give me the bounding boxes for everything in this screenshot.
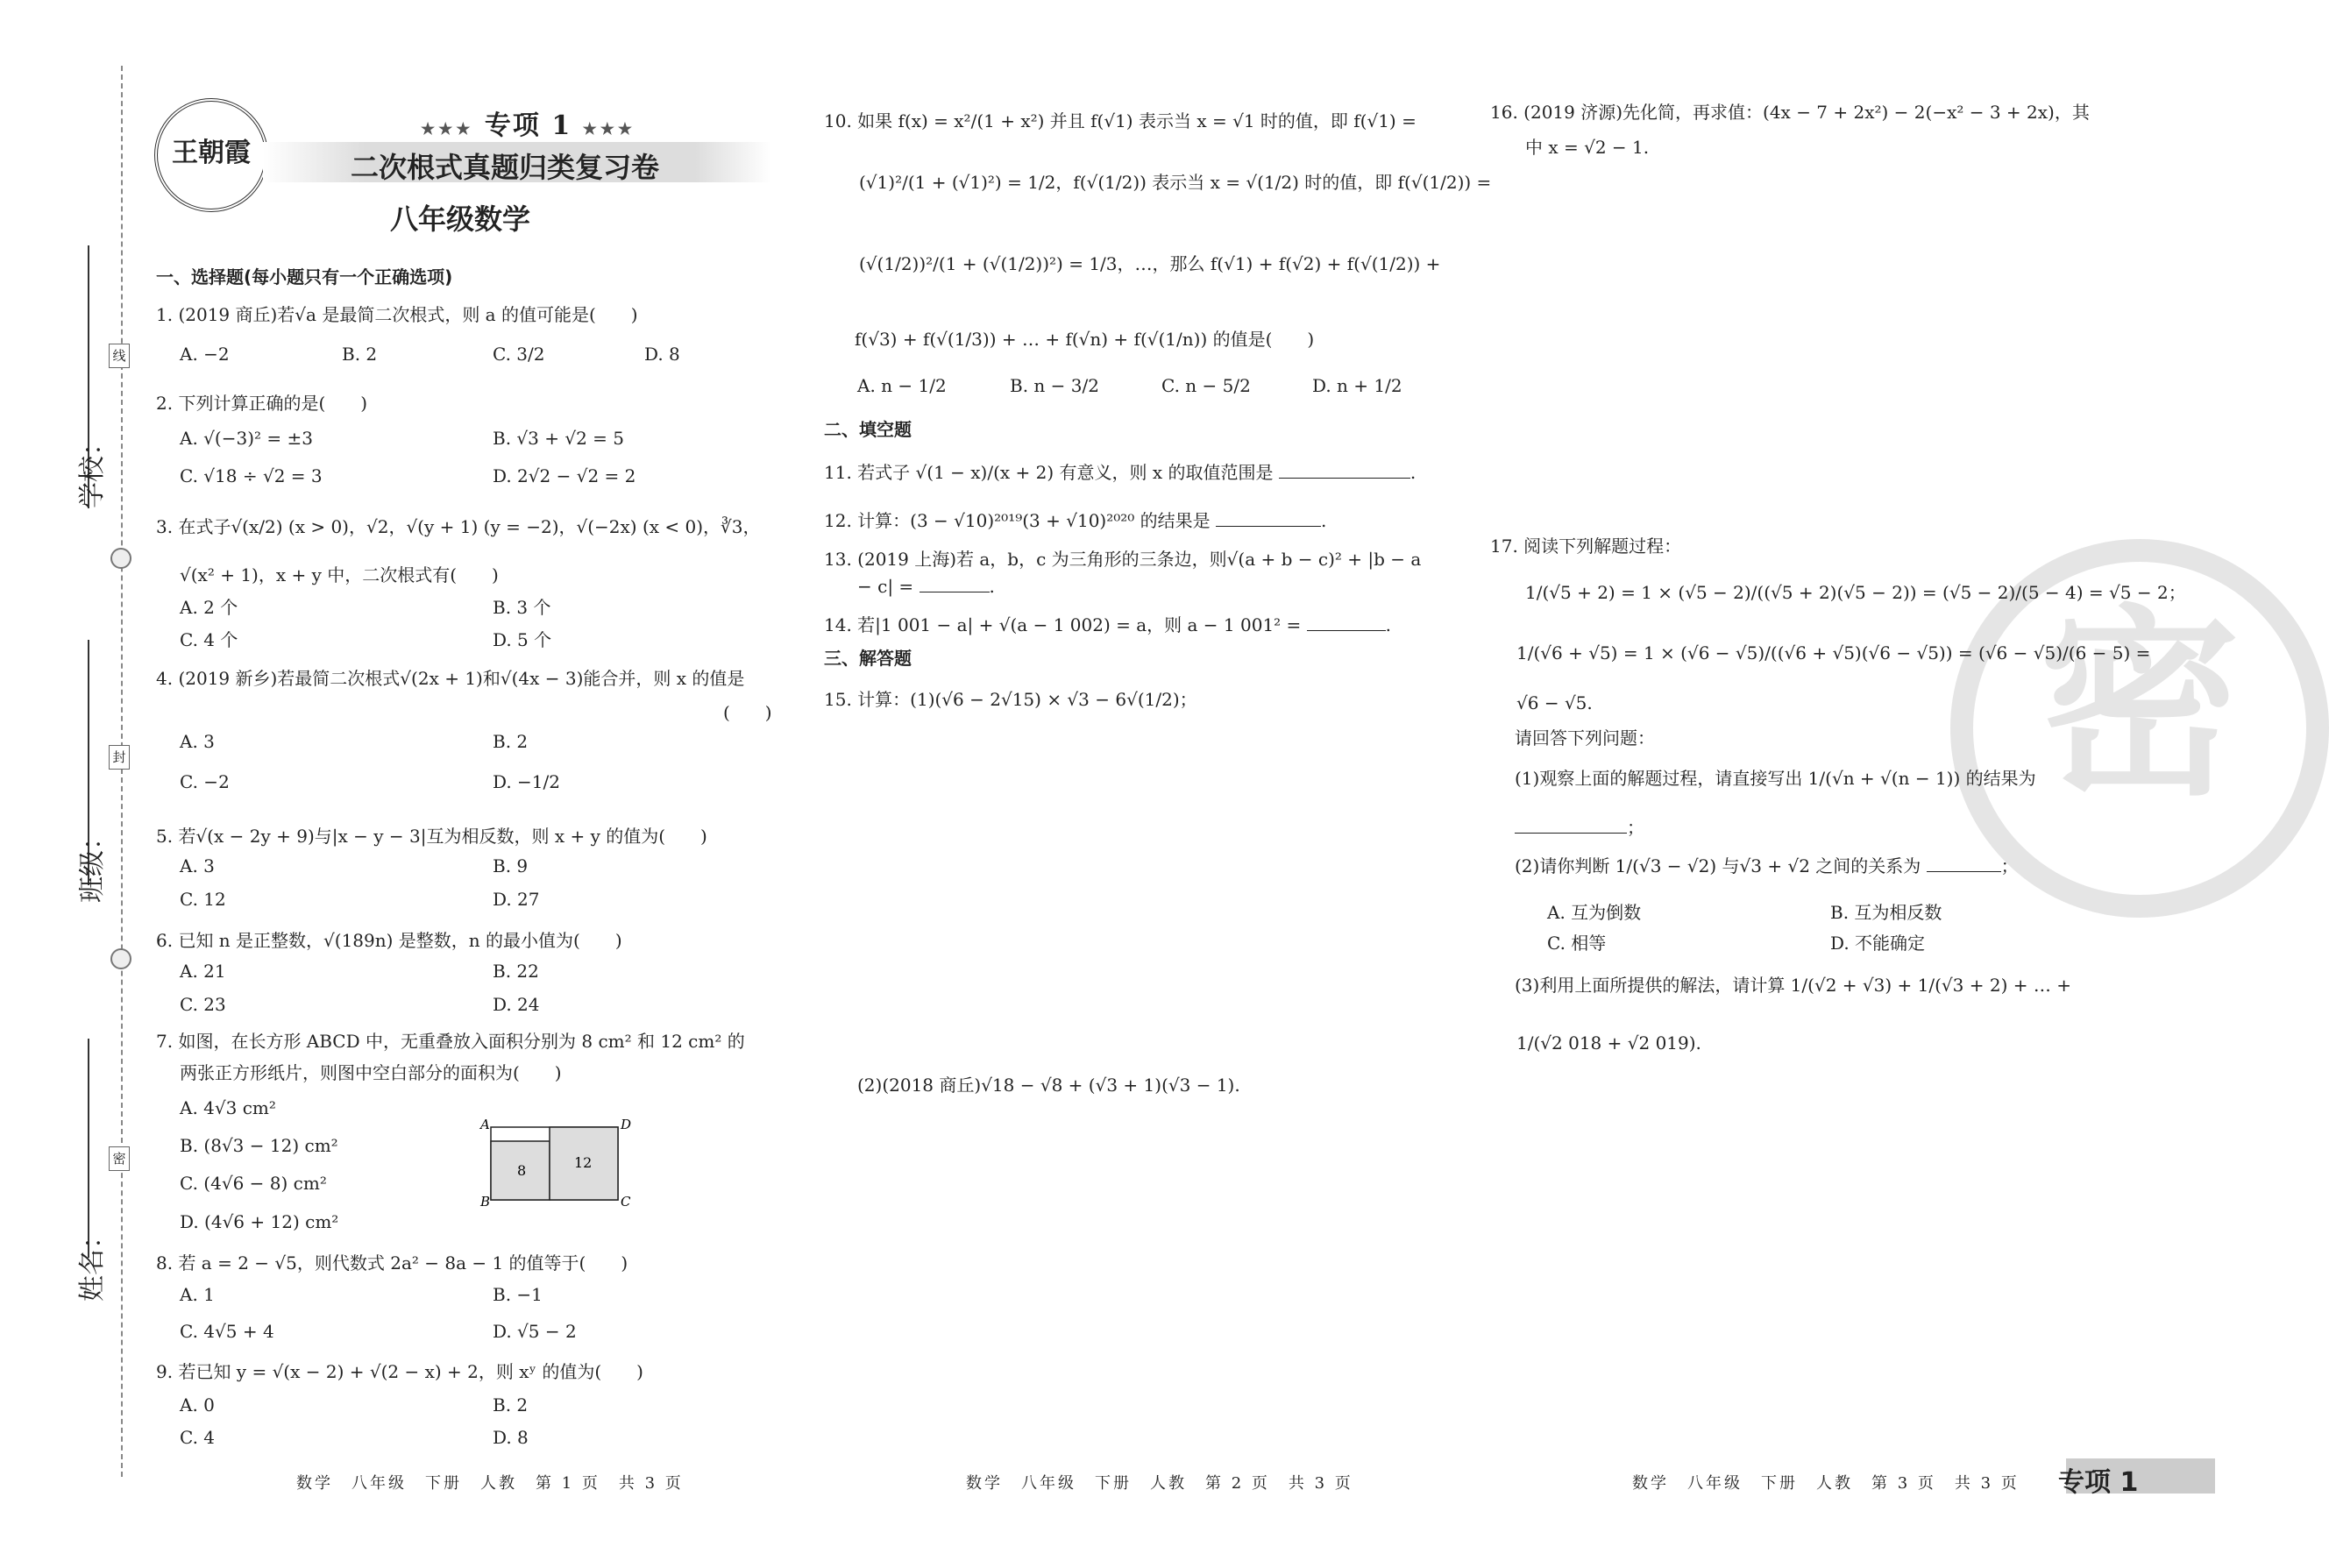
class-label: 班级：	[77, 824, 108, 903]
option: B. −1	[493, 1284, 543, 1305]
question-17-step2: 1/(√6 + √5) = 1 × (√6 − √5)/((√6 + √5)(√6 − √5)) = (√6 − √5)/(6 − 5) =	[1516, 642, 2151, 663]
binding-clip-icon	[110, 548, 131, 569]
answer-blank[interactable]	[920, 576, 990, 592]
page-footer-1: 数学 八年级 下册 人教 第 1 页 共 3 页	[296, 1474, 684, 1493]
option: C. n − 5/2	[1161, 375, 1251, 396]
question-16: 16. (2019 济源)先化简，再求值：(4x − 7 + 2x²) − 2(−x² − 3 + 2x)，其	[1490, 102, 2090, 123]
option: A. −2	[180, 344, 230, 365]
name-label: 姓名：	[77, 1223, 108, 1302]
question-17-part3: (3)利用上面所提供的解法，请计算 1/(√2 + √3) + 1/(√3 + 2) + … +	[1515, 975, 2071, 996]
binding-strip	[0, 61, 131, 1481]
option: A. 互为倒数	[1547, 902, 1642, 923]
option: B. 9	[493, 855, 529, 876]
answer-paren: ( )	[723, 702, 772, 723]
question-17-part3-cont: 1/(√2 018 + √2 019).	[1516, 1032, 1701, 1054]
option: B. 2	[342, 344, 378, 365]
option: A. 0	[180, 1394, 215, 1415]
question-10-line4: f(√3) + f(√(1/3)) + … + f(√n) + f(√(1/n)) 的值是( )	[855, 329, 1315, 350]
page-subtitle: 八年级数学	[390, 202, 531, 236]
option: C. −2	[180, 771, 230, 792]
option: C. 12	[180, 889, 226, 910]
option: B. (8√3 − 12) cm²	[180, 1135, 338, 1156]
question-14: 14. 若|1 001 − a| + √(a − 1 002) = a，则 a − 1 001² = .	[824, 614, 1392, 635]
option: B. 22	[493, 961, 539, 982]
option: C. 相等	[1547, 933, 1607, 954]
school-label: 学校：	[77, 429, 108, 508]
option: A. √(−3)² = ±3	[180, 428, 313, 449]
question-17: 17. 阅读下列解题过程：	[1490, 536, 1682, 557]
seal-char-2: 封	[109, 745, 130, 770]
series-label: ★★★ 专项 1 ★★★	[421, 110, 636, 141]
label-d: D	[621, 1117, 632, 1132]
question-6: 6. 已知 n 是正整数，√(189n) 是整数，n 的最小值为( )	[156, 930, 622, 951]
question-17-step3: √6 − √5.	[1516, 692, 1593, 713]
area-8: 8	[517, 1162, 527, 1179]
answer-blank[interactable]	[1515, 817, 1627, 834]
option: B. 2	[493, 731, 529, 752]
binding-dashed-line	[121, 66, 123, 1477]
question-7-cont: 两张正方形纸片，则图中空白部分的面积为( )	[180, 1062, 562, 1083]
section-heading: 一、选择题(每小题只有一个正确选项)	[156, 266, 453, 287]
question-17-step1: 1/(√5 + 2) = 1 × (√5 − 2)/((√5 + 2)(√5 − 2)) = (√5 − 2)/(5 − 4) = √5 − 2；	[1525, 582, 2186, 603]
page-footer-2: 数学 八年级 下册 人教 第 2 页 共 3 页	[966, 1474, 1353, 1493]
option: C. 23	[180, 994, 226, 1015]
page-title: 二次根式真题归类复习卷	[351, 151, 660, 184]
question-15-part2: (2)(2018 商丘)√18 − √8 + (√3 + 1)(√3 − 1).	[857, 1075, 1240, 1096]
answer-blank[interactable]	[1216, 510, 1321, 527]
option: A. 3	[180, 731, 215, 752]
question-10-line2: (√1)²/(1 + (√1)²) = 1/2，f(√(1/2)) 表示当 x = √(1/2) 时的值，即 f(√(1/2)) =	[859, 172, 1492, 193]
option: D. 24	[493, 994, 540, 1015]
answer-blank[interactable]	[1307, 614, 1386, 631]
option: D. 8	[493, 1427, 529, 1448]
question-3-cont: √(x² + 1)，x + y 中，二次根式有( )	[180, 564, 499, 585]
option: D. 不能确定	[1830, 933, 1926, 954]
question-5: 5. 若√(x − 2y + 9)与|x − y − 3|互为相反数，则 x + y 的值为( )	[156, 826, 707, 847]
publisher-logo: 王朝霞	[154, 98, 268, 212]
area-12: 12	[574, 1154, 593, 1171]
option: A. 2 个	[180, 597, 238, 618]
option: A. 4√3 cm²	[180, 1097, 276, 1118]
question-13: 13. (2019 上海)若 a，b，c 为三角形的三条边，则√(a + b − c)² + |b − a	[824, 549, 1422, 570]
option: A. n − 1/2	[857, 375, 947, 396]
question-11: 11. 若式子 √(1 − x)/(x + 2) 有意义，则 x 的取值范围是 .	[824, 462, 1417, 483]
label-c: C	[621, 1194, 631, 1210]
option: C. 4√5 + 4	[180, 1321, 274, 1342]
option: D. 27	[493, 889, 540, 910]
question-17-part2: (2)请你判断 1/(√3 − √2) 与√3 + √2 之间的关系为 ；	[1515, 855, 2019, 876]
series-badge: 专项 1	[2058, 1467, 2139, 1498]
page-footer-3: 数学 八年级 下册 人教 第 3 页 共 3 页	[1632, 1474, 2020, 1493]
question-4: 4. (2019 新乡)若最简二次根式√(2x + 1)和√(4x − 3)能合并，则 x 的值是	[156, 668, 745, 689]
question-3: 3. 在式子√(x/2) (x > 0)，√2，√(y + 1) (y = −2)，√(−2x) (x < 0)，∛3，	[156, 516, 761, 537]
question-15: 15. 计算：(1)(√6 − 2√15) × √3 − 6√(1/2)；	[824, 689, 1197, 710]
option: C. 4 个	[180, 629, 238, 650]
binding-clip-icon	[110, 948, 131, 969]
question-12: 12. 计算：(3 − √10)²⁰¹⁹(3 + √10)²⁰²⁰ 的结果是 .	[824, 510, 1327, 531]
question-2: 2. 下列计算正确的是( )	[156, 393, 368, 414]
seal-watermark: 密	[1950, 539, 2329, 918]
option: B. 2	[493, 1394, 529, 1415]
question-10: 10. 如果 f(x) = x²/(1 + x²) 并且 f(√1) 表示当 x = √1 时的值，即 f(√1) =	[824, 110, 1417, 131]
option: D. (4√6 + 12) cm²	[180, 1211, 339, 1232]
question-10-line3: (√(1/2))²/(1 + (√(1/2))²) = 1/3，…，那么 f(√1) + f(√2) + f(√(1/2)) +	[859, 253, 1441, 274]
question-7: 7. 如图，在长方形 ABCD 中，无重叠放入面积分别为 8 cm² 和 12 cm² 的	[156, 1031, 745, 1052]
question-17-part1: (1)观察上面的解题过程，请直接写出 1/(√n + √(n − 1)) 的结果为	[1515, 768, 2036, 789]
label-a: A	[480, 1117, 490, 1132]
question-1: 1. (2019 商丘)若√a 是最简二次根式，则 a 的值可能是( )	[156, 304, 638, 325]
question-17-prompt: 请回答下列问题：	[1515, 727, 1655, 749]
answer-blank[interactable]	[1927, 855, 2001, 872]
option: B. 互为相反数	[1830, 902, 1942, 923]
option: D. 8	[644, 344, 680, 365]
option: C. √18 ÷ √2 = 3	[180, 465, 323, 486]
option: D. n + 1/2	[1312, 375, 1402, 396]
option: C. 4	[180, 1427, 216, 1448]
option: B. 3 个	[493, 597, 551, 618]
question-9: 9. 若已知 y = √(x − 2) + √(2 − x) + 2，则 xʸ 的值为( )	[156, 1361, 643, 1382]
option: D. √5 − 2	[493, 1321, 577, 1342]
question-8: 8. 若 a = 2 − √5，则代数式 2a² − 8a − 1 的值等于( )	[156, 1252, 628, 1274]
section-heading: 二、填空题	[824, 419, 912, 440]
question-16-cont: 中 x = √2 − 1.	[1525, 137, 1650, 158]
option: D. 2√2 − √2 = 2	[493, 465, 636, 486]
question-17-part1-blank: ；	[1515, 813, 1644, 839]
seal-char-3: 密	[109, 1146, 130, 1171]
section-heading: 三、解答题	[824, 648, 912, 669]
rectangle-figure	[473, 1111, 640, 1208]
option: C. (4√6 − 8) cm²	[180, 1173, 327, 1194]
label-b: B	[480, 1194, 491, 1210]
option: B. n − 3/2	[1010, 375, 1099, 396]
question-13-cont: − c| = .	[857, 576, 995, 597]
option: A. 3	[180, 855, 215, 876]
option: A. 1	[180, 1284, 215, 1305]
answer-blank[interactable]	[1279, 462, 1410, 479]
option: D. 5 个	[493, 629, 552, 650]
seal-char-1: 线	[109, 344, 130, 368]
option: B. √3 + √2 = 5	[493, 428, 625, 449]
option: D. −1/2	[493, 771, 560, 792]
option: C. 3/2	[493, 344, 545, 365]
option: A. 21	[180, 961, 226, 982]
